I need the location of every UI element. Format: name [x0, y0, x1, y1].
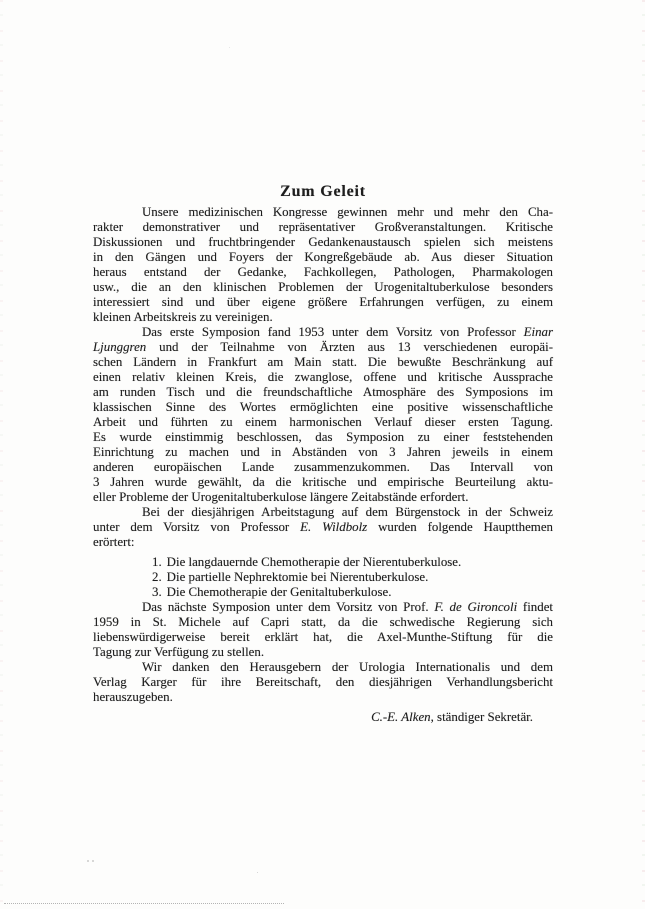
text-line: schen Ländern in Frankfurt am Main statt. Die bewußte Beschränkung auf: [93, 355, 553, 369]
list-item: [93, 555, 553, 570]
text-line: Ljunggren und der Teilnahme von Ärzten aus 13 verschiedenen europäi-: [93, 340, 553, 354]
text-line: Bei der diesjährigen Arbeitstagung auf dem Bürgenstock in der Schweiz: [142, 505, 553, 519]
list-item-text: Die Chemotherapie der Genitaltuberkulose.: [166, 585, 392, 599]
scan-noise-dotted-line: [4, 903, 284, 904]
page-title: Zum Geleit: [280, 183, 366, 200]
text-line: kleinen Arbeitskreis zu vereinigen.: [93, 310, 273, 324]
text-line: unter dem Vorsitz von Professor E. Wildbolz wurden folgende Hauptthemen: [93, 520, 554, 534]
text-line: usw., die an den klinischen Problemen der Urogenitaltuberkulose besonders: [93, 280, 553, 294]
text-line: heraus entstand der Gedanke, Fachkollegen, Pathologen, Pharmakologen: [93, 265, 553, 279]
list-item-number: 1.: [152, 555, 162, 569]
text-line: am runden Tisch und die freundschaftliche Atmosphäre des Symposions im: [93, 385, 553, 399]
text-line: Unsere medizinischen Kongresse gewinnen mehr und mehr den Cha-: [142, 205, 553, 219]
scan-noise-left-edge: [0, 0, 3, 909]
text-line: Das erste Symposion fand 1953 unter dem Vorsitz von Professor Einar: [142, 325, 553, 339]
list-item: [93, 585, 553, 600]
text-line: interessiert sind und über eigene größere Erfahrungen verfügen, zu einem: [93, 295, 553, 309]
paragraph: [93, 660, 553, 705]
list-item: [93, 570, 553, 585]
paragraph: [93, 600, 553, 660]
list-item-number: 3.: [152, 585, 162, 599]
text-line: klassischen Sinne des Wortes ermöglichten eine positive wissenschaftliche: [93, 400, 553, 414]
text-line: herauszugeben.: [93, 690, 173, 704]
list-item-number: 2.: [152, 570, 162, 584]
text-line: Es wurde einstimmig beschlossen, das Symposion zu einer feststehenden: [93, 430, 553, 444]
text-line: liebenswürdigerweise bereit erklärt hat, die Axel-Munthe-Stiftung für die: [93, 630, 553, 644]
body-text: [93, 205, 553, 725]
text-line: rakter demonstrativer und repräsentativer Großveranstaltungen. Kritische: [93, 220, 553, 234]
scan-noise-speck: [87, 860, 89, 862]
paragraph: [93, 205, 553, 325]
text-line: Diskussionen und fruchtbringender Gedankenaustausch spielen sich meistens: [93, 235, 553, 249]
text-line: 3 Jahren wurde gewählt, da die kritische und empirische Beurteilung aktu-: [93, 475, 553, 489]
text-line: in den Gängen und Foyers der Kongreßgebäude ab. Aus dieser Situation: [93, 250, 553, 264]
scan-noise-speck: [229, 47, 230, 48]
text-line: einen relativ kleinen Kreis, die zwanglose, offene und kritische Aussprache: [93, 370, 553, 384]
text-block: [93, 183, 553, 725]
scan-noise-speck: [92, 860, 94, 862]
numbered-list: [93, 555, 553, 600]
paragraph: [93, 325, 553, 505]
text-line: Wir danken den Herausgebern der Urologia Internationalis und dem: [142, 660, 553, 674]
text-line: Arbeit und führten zu einem harmonischen Verlauf dieser ersten Tagung.: [93, 415, 553, 429]
text-line: Das nächste Symposion unter dem Vorsitz von Prof. F. de Gironcoli findet: [142, 600, 553, 614]
list-item-text: Die partielle Nephrektomie bei Nierentuberkulose.: [166, 570, 429, 584]
text-line: Einrichtung zu machen und in Abständen von 3 Jahren jeweils in einem: [93, 445, 553, 459]
signature-line: C.-E. Alken, ständiger Sekretär.: [371, 710, 533, 724]
text-line: eller Probleme der Urogenitaltuberkulose längere Zeitabstände erfordert.: [93, 490, 469, 504]
text-line: erörtert:: [93, 535, 135, 549]
text-line: 1959 in St. Michele auf Capri statt, da die schwedische Regierung sich: [93, 615, 553, 629]
list-item-text: Die langdauernde Chemotherapie der Nierentuberkulose.: [166, 555, 462, 569]
scan-noise-speck: [257, 872, 258, 873]
text-line: anderen europäischen Lande zusammenzukommen. Das Intervall von: [93, 460, 553, 474]
paragraph: [93, 505, 553, 550]
text-line: Verlag Karger für ihre Bereitschaft, den diesjährigen Verhandlungsbericht: [93, 675, 553, 689]
text-line: Tagung zur Verfügung zu stellen.: [93, 645, 265, 659]
